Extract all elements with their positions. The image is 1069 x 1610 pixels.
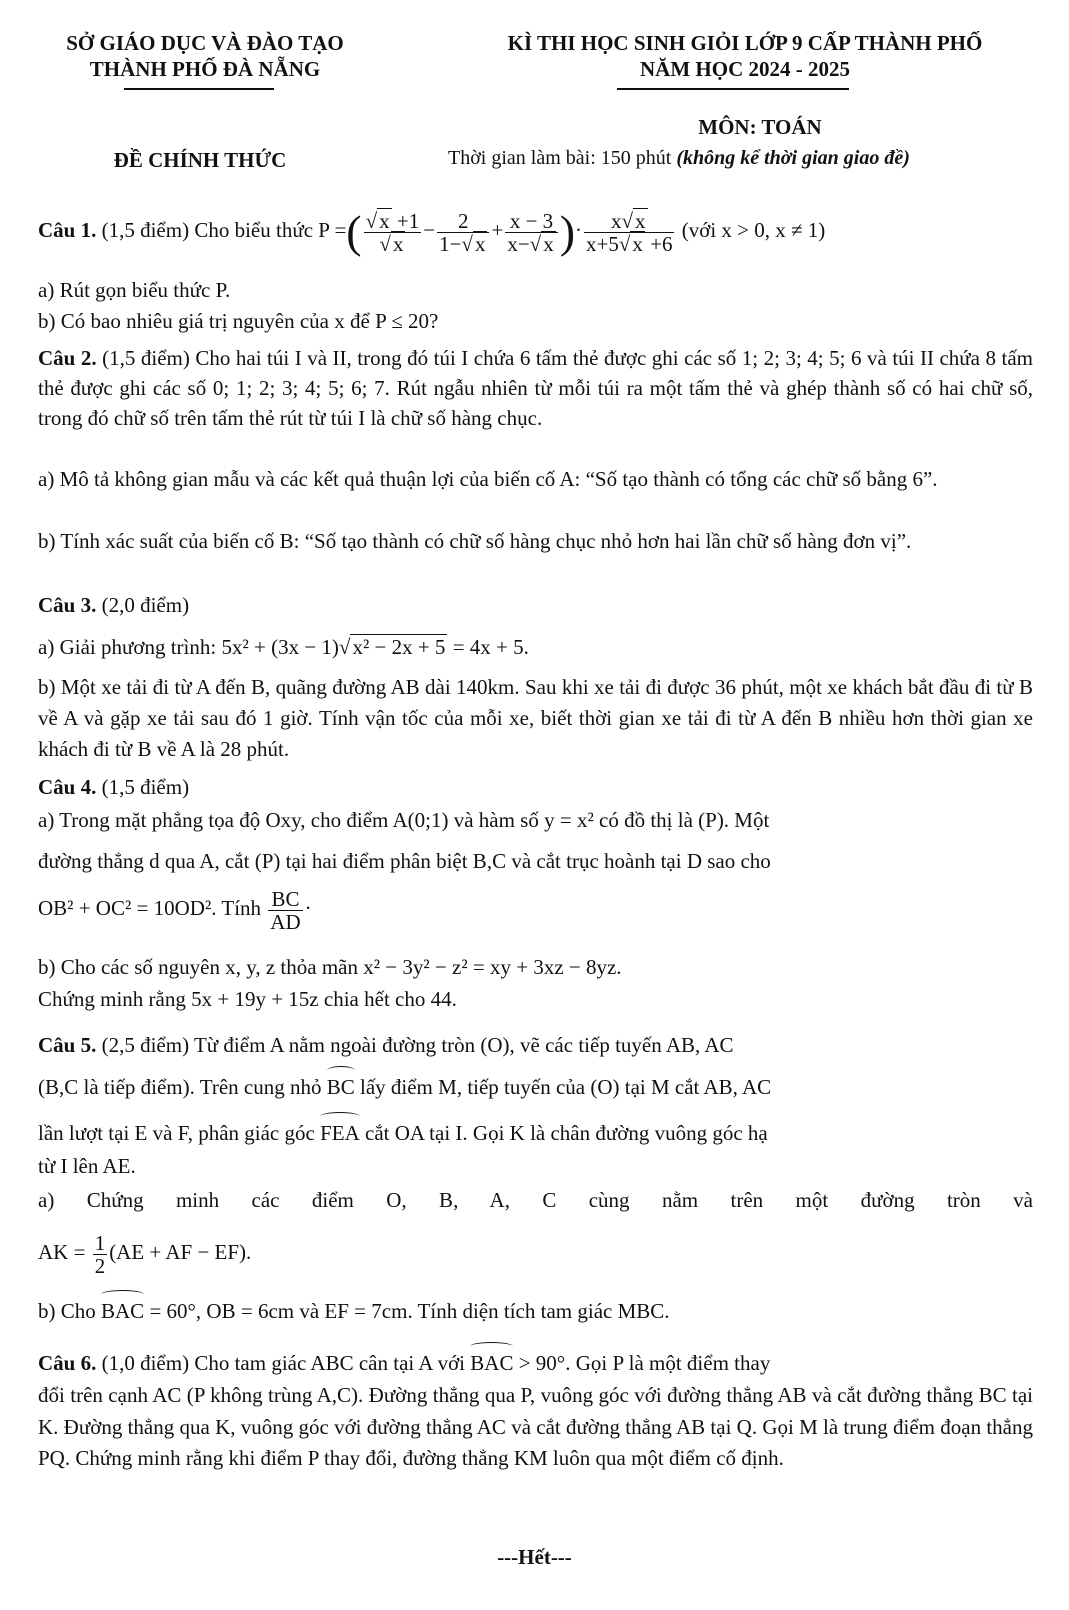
time-label: Thời gian làm bài: 150 phút <box>448 147 672 169</box>
question-4-heading <box>38 772 1033 802</box>
time-note: (không kể thời gian giao đề) <box>676 147 910 169</box>
q4-function: y = x² <box>544 808 594 832</box>
department-name: SỞ GIÁO DỤC VÀ ĐÀO TẠO <box>66 31 344 55</box>
q1-title: Câu 1. <box>38 218 97 242</box>
q5-title: Câu 5. <box>38 1033 97 1057</box>
q5-b-pre: b) Cho <box>38 1299 96 1323</box>
q4-a1: a) Trong mặt phẳng tọa độ Oxy, cho điểm <box>38 808 389 832</box>
q5-l3b: cắt OA tại I. Gọi K là chân đường vuông góc hạ <box>365 1121 768 1145</box>
official-label: ĐỀ CHÍNH THỨC <box>113 148 287 172</box>
q1-condition-text: (với <box>681 218 717 242</box>
q4-b3: chia hết cho 44. <box>323 987 457 1011</box>
q5-part-b <box>38 1296 1033 1326</box>
q5-l2a: (B,C là tiếp điểm). Trên cung nhỏ <box>38 1075 322 1099</box>
q4-points: (1,5 điểm) <box>101 775 190 799</box>
q4-condition: OB² + OC² = 10OD² <box>38 896 212 920</box>
q5-points: (2,5 điểm) <box>101 1033 190 1057</box>
q2-text: Cho hai túi I và II, trong đó túi I chứa 6 tấm thẻ được ghi các số 1; 2; 3; 4; 5; 6 và túi II chứa 8 tấm thẻ được ghi các số 0; 1; 2; 3; 4; 5; 6; 7. Rút ngẫu nhiên từ mỗi túi ra một tấm thẻ và ghép thành số có hai chữ số, trong đó chữ số trên tấm thẻ rút từ túi I là chữ số hàng chục. <box>38 346 1034 430</box>
q1-condition-math: x > 0, x ≠ 1) <box>721 218 826 242</box>
header-left-underline <box>124 88 274 90</box>
q3-part-a <box>38 632 1033 662</box>
q2-part-a: a) Mô tả không gian mẫu và các kết quả thuận lợi của biến cố A: “Số tạo thành có tổng các chữ số bằng 6”. <box>38 467 938 491</box>
q5-part-a-formula <box>38 1222 1033 1282</box>
q4-part-a-line2: đường thẳng d qua A, cắt (P) tại hai điểm phân biệt B,C và cắt trục hoành tại D sao cho <box>38 849 771 873</box>
question-5-line2 <box>38 1072 1033 1102</box>
question-2-statement <box>38 343 1033 433</box>
q3-a-pre: a) Giải phương trình: <box>38 635 217 659</box>
q2-title: Câu 2. <box>38 346 97 370</box>
q4-part-b-line1 <box>38 952 1033 982</box>
q4-point-a: A(0;1) <box>392 808 449 832</box>
q3-equation: 5x² + (3x − 1)√x² − 2x + 5 = 4x + 5. <box>221 635 529 659</box>
question-5-line1 <box>38 1030 1033 1060</box>
q1-b-math: x để P ≤ 20 <box>334 309 430 333</box>
q4-part-b-line2 <box>38 984 1033 1014</box>
q2-part-b: b) Tính xác suất của biến cố B: “Số tạo thành có chữ số hàng chục nhỏ hơn hai lần chữ số hàng đơn vị”. <box>38 529 912 553</box>
q6-l1b: . Gọi P là một điểm thay <box>565 1351 771 1375</box>
q4-a5: . Tính <box>211 896 262 920</box>
q1-expression: P =( $\frac{√x +1}{√x}$ − $\frac{2}{1-√x}$ + $\frac{x - 3}{x-√x}$ )· $\frac{x√x}{x+5√x +6}$ <box>318 206 673 258</box>
question-6-body: đổi trên cạnh AC (P không trùng A,C). Đường thẳng qua P, vuông góc với đường thẳng AB và cắt đường thẳng BC tại K. Đường thẳng qua K, vuông góc với đường thẳng AC và cắt đường thẳng AB tại Q. Gọi M là trung điểm đoạn thẳng PQ. Chứng minh rằng khi điểm P thay đổi, đường thẳng KM luôn qua một điểm cố định. <box>38 1383 1033 1470</box>
q1-part-b <box>38 306 1033 336</box>
q5-l1: Từ điểm A nằm ngoài đường tròn (O), vẽ các tiếp tuyến AB, AC <box>193 1033 734 1057</box>
q5-arc-bc: BC <box>327 1072 355 1102</box>
time-line <box>448 147 1048 170</box>
question-5-line3 <box>38 1118 1033 1148</box>
q4-title: Câu 4. <box>38 775 97 799</box>
q4-part-a-line1 <box>38 805 1033 835</box>
header-right-underline <box>617 88 849 90</box>
q6-l1a: Cho tam giác ABC cân tại A với <box>194 1351 466 1375</box>
q5-l2b: lấy điểm M, tiếp tuyến của (O) tại M cắt AB, AC <box>360 1075 772 1099</box>
q4-b1: b) Cho các số nguyên x, y, z thỏa mãn <box>38 955 358 979</box>
q4-ratio: $\frac{BC}{AD}$ <box>270 886 301 934</box>
exam-header <box>440 30 1050 82</box>
q4-b-expression: 5x + 19y + 15z <box>191 987 319 1011</box>
question-3-heading <box>38 590 1033 620</box>
q5-ak-formula: AK = $\frac{1}{2}$ (AE + AF − EF). <box>38 1230 252 1278</box>
q4-a3: có đồ thị là (P). Một <box>599 808 770 832</box>
q6-angle-condition: BAC > 90° <box>470 1351 565 1375</box>
q6-title: Câu 6. <box>38 1351 97 1375</box>
exam-name: KÌ THI HỌC SINH GIỎI LỚP 9 CẤP THÀNH PHỐ <box>507 31 983 55</box>
q1-intro: Cho biểu thức <box>194 218 314 242</box>
q1-b-post: ? <box>429 309 439 333</box>
q2-points: (1,5 điểm) <box>102 346 190 370</box>
department-header <box>30 30 380 82</box>
q4-b-equation: x² − 3y² − z² = xy + 3xz − 8yz. <box>363 955 622 979</box>
q5-l3a: lần lượt tại E và F, phân giác góc <box>38 1121 315 1145</box>
q3-title: Câu 3. <box>38 593 97 617</box>
q3-part-b: b) Một xe tải đi từ A đến B, quãng đường AB dài 140km. Sau khi xe tải đi được 36 phút, một xe khách bắt đầu đi từ B về A và gặp xe tải sau đó 1 giờ. Tính vận tốc của mỗi xe, biết thời gian xe tải đi từ A đến B nhiều hơn thời gian xe khách đi từ B về A là 28 phút. <box>38 675 1033 761</box>
question-6-line1 <box>38 1348 1033 1378</box>
q1-points: (1,5 điểm) <box>101 218 190 242</box>
q3-points: (2,0 điểm) <box>101 593 190 617</box>
q4-a2: và hàm số <box>453 808 539 832</box>
question-1-statement <box>38 205 1033 257</box>
q5-angle-fea: FEA <box>320 1118 360 1148</box>
end-marker: ---Hết--- <box>497 1545 572 1569</box>
q5-b-post: . Tính diện tích tam giác MBC. <box>407 1299 670 1323</box>
q4-b2: Chứng minh rằng <box>38 987 186 1011</box>
question-5-line4: từ I lên AE. <box>38 1154 136 1178</box>
q4-part-a-line3: OB² + OC² = 10OD². Tính $\frac{BC}{AD}$ · <box>38 886 312 934</box>
q6-points: (1,0 điểm) <box>101 1351 190 1375</box>
q1-b-pre: b) Có bao nhiêu giá trị nguyên của <box>38 309 330 333</box>
school-year: NĂM HỌC 2024 - 2025 <box>640 57 850 81</box>
q1-part-a: a) Rút gọn biểu thức P. <box>38 278 231 302</box>
q5-part-a: a) Chứng minh các điểm O, B, A, C cùng nằm trên một đường tròn và <box>38 1188 1033 1212</box>
city-name: THÀNH PHỐ ĐÀ NẴNG <box>89 57 321 81</box>
q5-b-math: BAC = 60°, OB = 6cm và EF = 7cm <box>101 1299 407 1323</box>
subject-title: MÔN: TOÁN <box>698 115 822 139</box>
